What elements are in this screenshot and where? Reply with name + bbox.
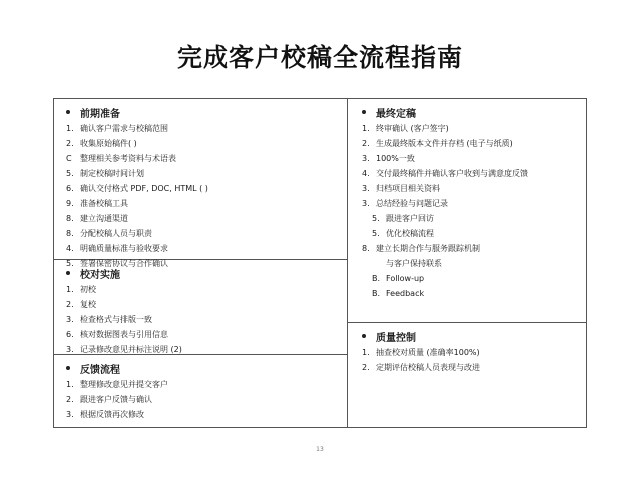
list-item-text: 分配校稿人员与职责 [80, 229, 152, 238]
list-item-number: 8. [66, 229, 74, 238]
section-heading [66, 361, 342, 375]
list-item-number: 1. [66, 124, 74, 133]
right-divider-1 [347, 322, 587, 323]
list-item-number: 5. [66, 169, 74, 178]
section-quality-control [362, 329, 584, 377]
list-item-number: 2. [66, 300, 74, 309]
list-item [362, 168, 584, 179]
list-item [66, 379, 342, 390]
list-item-text: 签署保密协议与合作确认 [80, 259, 168, 268]
list-item [66, 198, 342, 209]
list-item [66, 394, 342, 405]
section-feedback [66, 361, 342, 424]
list-item [66, 329, 342, 340]
list-item-number: 8. [66, 214, 74, 223]
list-item-number: 5. [372, 214, 380, 223]
list-item-text: 复校 [80, 300, 96, 309]
list-item [362, 243, 584, 254]
list-item [66, 123, 342, 134]
list-item [66, 153, 342, 164]
section-heading [66, 105, 342, 119]
list-item-number: 6. [66, 184, 74, 193]
list-item [66, 138, 342, 149]
list-item-number: 1. [362, 124, 370, 133]
list-item-number: 1. [362, 348, 370, 357]
list-item-text: 跟进客户反馈与确认 [80, 395, 152, 404]
list-item-text: 跟进客户回访 [386, 214, 434, 223]
list-item [362, 273, 584, 284]
list-item-text: 确认交付格式 PDF, DOC, HTML ( ) [80, 184, 208, 193]
list-item-number: 3. [362, 199, 370, 208]
list-item-text: 总结经验与问题记录 [376, 199, 448, 208]
list-item-text: 生成最终版本文件并存档 (电子与纸质) [376, 139, 513, 148]
list-item [362, 258, 584, 269]
list-item-number: 2. [362, 363, 370, 372]
list-item-number: 3. [66, 345, 74, 354]
list-item [362, 213, 584, 224]
list-item [66, 299, 342, 310]
list-item-number: 3. [66, 410, 74, 419]
bullet-icon [362, 110, 366, 114]
section-heading-text: 前期准备 [80, 108, 120, 120]
list-item-text: 整理相关参考资料与术语表 [80, 154, 176, 163]
section-finalization [362, 105, 584, 303]
list-item-number [372, 258, 386, 269]
list-item-text: 与客户保持联系 [386, 259, 442, 268]
section-heading-text: 最终定稿 [376, 108, 416, 120]
list-item-text: 优化校稿流程 [386, 229, 434, 238]
list-item-text: 收集原始稿件( ) [80, 139, 137, 148]
list-item-number: B. [372, 274, 381, 283]
list-item-text: 核对数据图表与引用信息 [80, 330, 168, 339]
list-item-number: 2. [66, 139, 74, 148]
list-item-text: 检查格式与排版一致 [80, 315, 152, 324]
list-item-text: 归档项目相关资料 [376, 184, 440, 193]
page-number: 13 [316, 446, 324, 453]
list-item-text: Follow-up [386, 274, 425, 283]
list-item-text: 终审确认 (客户签字) [376, 124, 449, 133]
list-item [66, 168, 342, 179]
list-item-number: C [66, 154, 72, 163]
list-item-text: 制定校稿时间计划 [80, 169, 144, 178]
list-item-text: 明确质量标准与验收要求 [80, 244, 168, 253]
bullet-icon [66, 110, 70, 114]
list-item-text: 100%一致 [376, 154, 415, 163]
list-item-text: Feedback [386, 289, 425, 298]
section-heading-text: 校对实施 [80, 269, 120, 281]
list-item-number: 3. [362, 184, 370, 193]
list-item-number: 1. [66, 380, 74, 389]
section-heading-text: 质量控制 [376, 332, 416, 344]
list-item-number: B. [372, 289, 381, 298]
list-item-text: 准备校稿工具 [80, 199, 128, 208]
list-item [66, 243, 342, 254]
list-item-text: 抽查校对质量 (准确率100%) [376, 348, 480, 357]
list-item-number: 1. [66, 285, 74, 294]
section-heading [362, 329, 584, 343]
column-divider [347, 98, 348, 428]
list-item [66, 409, 342, 420]
list-item-number: 4. [362, 169, 370, 178]
list-item [66, 314, 342, 325]
list-item-number: 8. [362, 244, 370, 253]
section-heading [66, 266, 342, 280]
list-item-number: 9. [66, 199, 74, 208]
list-item-number: 4. [66, 244, 74, 253]
list-item-number: 2. [362, 139, 370, 148]
list-item-number: 3. [362, 154, 370, 163]
list-item [66, 213, 342, 224]
section-proofreading [66, 266, 342, 359]
list-item [362, 198, 584, 209]
list-item [66, 344, 342, 355]
list-item [362, 123, 584, 134]
list-item-number: 5. [372, 229, 380, 238]
bullet-icon [66, 366, 70, 370]
list-item-text: 定期评估校稿人员表现与改进 [376, 363, 480, 372]
list-item-number: 5. [66, 259, 74, 268]
list-item [362, 228, 584, 239]
list-item-text: 整理修改意见并提交客户 [80, 380, 168, 389]
list-item-text: 初校 [80, 285, 96, 294]
list-item-text: 记录修改意见并标注说明 (2) [80, 345, 182, 354]
list-item-text: 根据反馈再次修改 [80, 410, 144, 419]
list-item [66, 183, 342, 194]
list-item-text: 交付最终稿件并确认客户收到与满意度反馈 [376, 169, 528, 178]
list-item [362, 183, 584, 194]
bullet-icon [66, 271, 70, 275]
page-title: 完成客户校稿全流程指南 [176, 43, 463, 72]
list-item-text: 建立沟通渠道 [80, 214, 128, 223]
list-item [362, 288, 584, 299]
section-heading-text: 反馈流程 [80, 364, 120, 376]
list-item [362, 138, 584, 149]
list-item [66, 228, 342, 239]
list-item-text: 确认客户需求与校稿范围 [80, 124, 168, 133]
section-heading [362, 105, 584, 119]
bullet-icon [362, 334, 366, 338]
list-item [66, 284, 342, 295]
list-item-number: 2. [66, 395, 74, 404]
list-item [362, 362, 584, 373]
list-item [362, 347, 584, 358]
list-item [362, 153, 584, 164]
section-preparation [66, 105, 342, 273]
list-item-number: 6. [66, 330, 74, 339]
list-item-number: 3. [66, 315, 74, 324]
list-item-text: 建立长期合作与服务跟踪机制 [376, 244, 480, 253]
